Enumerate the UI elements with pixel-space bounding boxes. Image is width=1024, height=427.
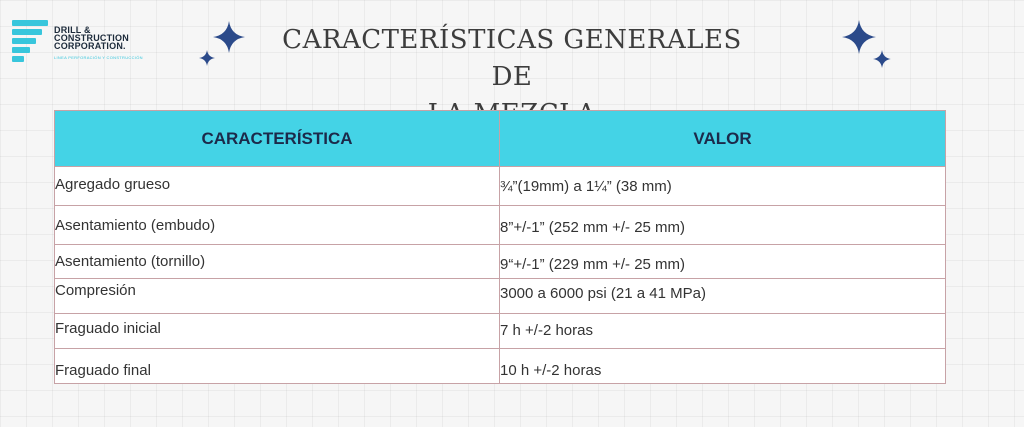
table-row xyxy=(55,245,946,279)
company-logo xyxy=(12,20,162,65)
value-cell: 8”+/-1” (252 mm +/- 25 mm) xyxy=(500,206,946,245)
value-cell: 7 h +/-2 horas xyxy=(500,314,946,349)
table-row xyxy=(55,349,946,384)
table-row xyxy=(55,279,946,314)
value-cell: 10 h +/-2 horas xyxy=(500,349,946,384)
characteristic-cell: Asentamiento (tornillo) xyxy=(55,245,500,279)
value-cell: ¾”(19mm) a 1¼” (38 mm) xyxy=(500,167,946,206)
logo-name xyxy=(54,26,129,50)
table-header-row xyxy=(55,111,946,167)
characteristics-table xyxy=(54,110,946,384)
table-row xyxy=(55,314,946,349)
sparkle-star-icon xyxy=(213,21,245,53)
table-row xyxy=(55,206,946,245)
logo-tagline: LINEA PERFORACIÓN Y CONSTRUCCIÓN xyxy=(54,55,143,60)
table-row xyxy=(55,167,946,206)
characteristic-cell: Fraguado inicial xyxy=(55,314,500,349)
logo-mark-icon xyxy=(12,20,48,62)
logo-name-line: CONSTRUCTION xyxy=(54,33,129,43)
characteristic-cell: Asentamiento (embudo) xyxy=(55,206,500,245)
characteristic-cell: Fraguado final xyxy=(55,349,500,384)
logo-name-line: DRILL & xyxy=(54,25,91,35)
sparkle-star-icon xyxy=(873,50,891,68)
characteristic-cell: Agregado grueso xyxy=(55,167,500,206)
sparkle-star-icon xyxy=(842,20,876,54)
header-characteristic: CARACTERÍSTICA xyxy=(55,111,500,167)
logo-name-line: CORPORATION. xyxy=(54,41,126,51)
title-line: CARACTERÍSTICAS GENERALES DE xyxy=(282,25,742,92)
sparkle-star-icon xyxy=(199,50,215,66)
characteristic-cell: Compresión xyxy=(55,279,500,314)
value-cell: 3000 a 6000 psi (21 a 41 MPa) xyxy=(500,279,946,314)
value-cell: 9“+/-1” (229 mm +/- 25 mm) xyxy=(500,245,946,279)
header-value: VALOR xyxy=(500,111,946,167)
